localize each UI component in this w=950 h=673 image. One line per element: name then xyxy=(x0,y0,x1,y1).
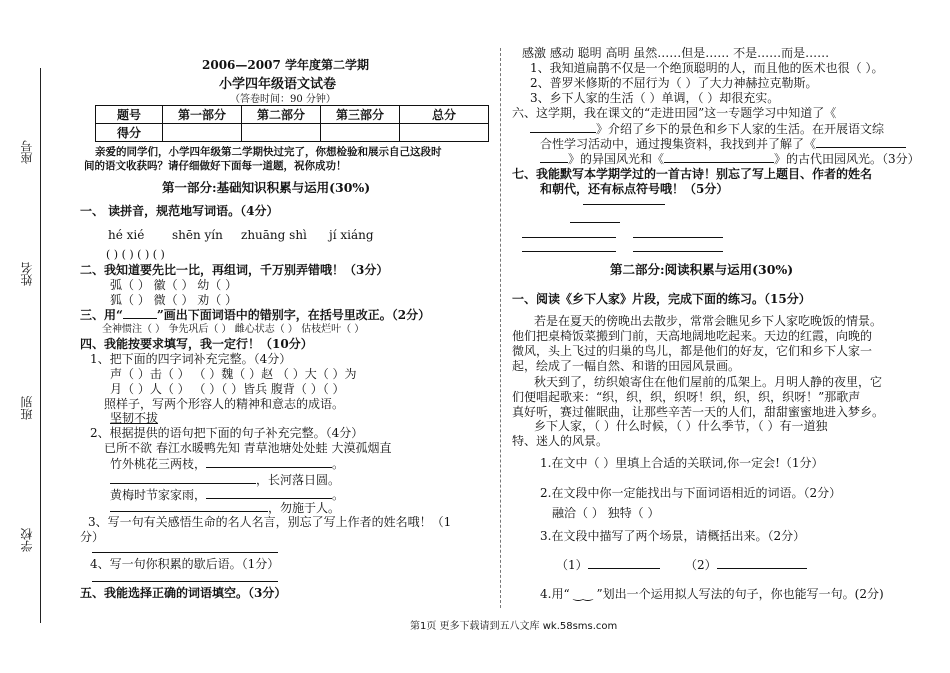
score-header-cell: 题号 xyxy=(96,106,163,124)
q3-items[interactable]: 全神惯注（ ） 争先巩后（ ） 雌心状志（ ） 估枝烂叶（ ） xyxy=(102,324,365,335)
title-year: 2006—2007 学年度第二学期 xyxy=(202,58,369,72)
binding-margin xyxy=(0,0,78,673)
passage-line[interactable]: 乡下人家，（ ）什么时候，（ ）什么季节，（ ）有一道独 xyxy=(534,419,828,433)
seat-label: 座号 xyxy=(20,140,34,164)
reading-title: 一、阅读《乡下人家》片段，完成下面的练习。（15分） xyxy=(512,292,811,306)
q6-line-c xyxy=(540,136,906,151)
passage-line: 秋天到了，纺织娘寄住在他们屋前的瓜架上。月明人静的夜里，它 xyxy=(534,375,883,389)
exercise-3-b xyxy=(685,557,807,572)
score-header-cell: 总分 xyxy=(400,106,489,124)
e3-b-label: （2） xyxy=(685,558,717,572)
q5-item-1[interactable]: 1、我知道扁鹊不仅是一个绝顶聪明的人，而且他的医术也很（ ）。 xyxy=(530,61,884,75)
q4-s2-words: 已所不欲 春江水暖鸭先知 青草池塘处处蛙 大漠孤烟直 xyxy=(104,441,392,455)
q6-d: 》的异国风光和《 xyxy=(568,152,665,166)
q6-e: 》的古代田园风光。（3分） xyxy=(774,152,920,166)
answer-blank[interactable] xyxy=(206,487,332,499)
q2-row-2[interactable]: 狐（ ） 微（ ） 劝（ ） xyxy=(110,293,238,307)
score-row-label: 得分 xyxy=(96,124,163,142)
score-cell[interactable] xyxy=(321,124,400,142)
q4-s3-blank xyxy=(92,541,278,556)
answer-blank[interactable] xyxy=(588,557,660,569)
answer-blank[interactable] xyxy=(530,121,596,133)
pinyin-2: shēn yín xyxy=(172,228,223,242)
poem-blank[interactable] xyxy=(633,237,723,238)
q4-s3-b: 分） xyxy=(80,530,105,544)
passage-line: 起，绘成了一幅自然、和谐的田园风景画。 xyxy=(512,359,741,373)
poem-blank[interactable] xyxy=(570,222,620,223)
intro-line-2: 间的语文收获吗？请仔细做好下面每一道题，祝你成功！ xyxy=(84,160,347,172)
q4-s1-row1[interactable]: 声（ ）击（ ） （ ）魏（ ）赵 （ ）大（ ）为 xyxy=(110,367,357,381)
q4-s2-line-b xyxy=(110,472,340,487)
pinyin-4: jí xiáng xyxy=(329,228,374,242)
passage-line: 们便唱起歌来：“织，织，织，织呀！织，织，织，织呀！”那歌声 xyxy=(512,390,861,404)
answer-blank[interactable] xyxy=(110,500,268,512)
q6-line-b xyxy=(530,121,884,136)
q6-line-d xyxy=(540,151,920,166)
score-header-cell: 第一部分 xyxy=(163,106,242,124)
q4-s2-d: ，勿施于人。 xyxy=(268,501,341,515)
answer-blank[interactable] xyxy=(92,570,278,582)
q3-title xyxy=(80,307,430,322)
q4-s2-b: ，长河落日圆。 xyxy=(256,473,341,487)
q6-c: 合性学习活动中，通过搜集资料，我找到并了解了《 xyxy=(540,137,817,151)
passage-line: 真好听，赛过催眠曲，让那些辛苦一天的人们，甜甜蜜蜜地进入梦乡。 xyxy=(512,405,885,419)
score-header-cell: 第三部分 xyxy=(321,106,400,124)
passage-line: 他们把桌椅饭菜搬到门前，天高地阔地吃起来。天边的红霞，向晚的 xyxy=(512,329,873,343)
q4-s4-blank xyxy=(92,570,278,585)
underline-mark xyxy=(123,307,157,319)
pinyin-1: hé xié xyxy=(108,228,145,242)
q1-title: 一、 读拼音，规范地写词语。（4分） xyxy=(80,204,279,218)
poem-blank[interactable] xyxy=(522,251,616,252)
poem-blank[interactable] xyxy=(583,204,665,205)
answer-blank[interactable] xyxy=(717,557,807,569)
passage-line: 特、迷人的风景。 xyxy=(512,434,609,448)
q2-row-1[interactable]: 弧（ ） 徽（ ） 幼（ ） xyxy=(110,278,238,292)
q4-s2-line-a xyxy=(110,456,344,471)
q4-s2-line-d xyxy=(110,500,340,515)
q3-title-a: 三、用“ xyxy=(80,308,123,322)
q4-s2-c: 黄梅时节家家雨， xyxy=(110,488,207,502)
intro-line-1: 亲爱的同学们，小学四年级第二学期快过完了，你想检验和展示自己这段时 xyxy=(95,146,442,158)
word-choices: 感激 感动 聪明 高明 虽然……但是…… 不是……而是…… xyxy=(522,46,830,60)
exercise-2-words[interactable]: 融洽（ ） 独特（ ） xyxy=(552,506,660,520)
q4-s1-row3: 照样子，写两个形容人的精神和意志的成语。 xyxy=(104,397,345,411)
exercise-3: 3.在文段中描写了两个场景，请概括出来。（2分） xyxy=(540,529,806,543)
answer-blank[interactable] xyxy=(816,136,906,148)
title-exam: 小学四年级语文试卷 xyxy=(219,77,337,92)
q7-line-a: 七、我能默写本学期学过的一首古诗！别忘了写上题目、作者的姓名 xyxy=(512,167,873,181)
q2-title: 二、我知道要先比一比，再组词，千万别弄错哦！（3分） xyxy=(80,263,389,277)
q5-item-2[interactable]: 2、普罗米修斯的不屈行为（ ）了大力神赫拉克勒斯。 xyxy=(530,76,818,90)
exercise-1: 1.在文中（ ）里填上合适的关联词,你一定会!（1分） xyxy=(540,456,824,470)
q4-s2: 2、根据提供的语句把下面的句子补充完整。（4分） xyxy=(90,426,364,440)
score-table xyxy=(95,105,489,142)
poem-blank[interactable] xyxy=(522,237,616,238)
example-idiom: 坚韧不拔 xyxy=(110,411,159,425)
answer-blank[interactable] xyxy=(92,541,278,553)
answer-blank[interactable] xyxy=(540,151,568,163)
q5-title: 五、我能选择正确的词语填空。（3分） xyxy=(80,586,287,600)
name-label: 姓名 xyxy=(20,262,34,286)
q4-s3: 3、写一句有关感悟生命的名人名言，别忘了写上作者的姓名哦！（1 xyxy=(88,515,452,529)
q3-title-b: ”画出下面词语中的错别字，在括号里改正。（2分） xyxy=(156,308,431,322)
answer-blank[interactable] xyxy=(110,472,256,484)
q4-s2-c-end: 。 xyxy=(332,488,345,502)
column-divider xyxy=(500,48,501,608)
exercise-4: 4.用“ ‿‿ ”划出一个运用拟人写法的句子，你也能写一句。(2分) xyxy=(540,587,884,601)
score-header-cell: 第二部分 xyxy=(242,106,321,124)
binding-line xyxy=(40,68,41,623)
passage-line: 微风，头上飞过的归巢的鸟儿，都是他们的好友，它们和乡下人家一 xyxy=(512,344,873,358)
e3-a-label: （1） xyxy=(556,558,588,572)
q5-item-3[interactable]: 3、乡下人家的生活（ ）单调，（ ）却很充实。 xyxy=(530,91,780,105)
q4-s4: 4、写一句你积累的歇后语。（1分） xyxy=(90,557,280,571)
score-cell[interactable] xyxy=(400,124,489,142)
q6-line-a: 六、这学期，我在课文的“走进田园”这一专题学习中知道了《 xyxy=(512,106,837,120)
class-label: 班别 xyxy=(20,396,34,420)
q4-s1: 1、把下面的四字词补充完整。（4分） xyxy=(90,352,292,366)
part2-title: 第二部分:阅读积累与运用(30%) xyxy=(610,262,794,277)
q4-title: 四、我能按要求填写，我一定行！（10分） xyxy=(80,337,313,351)
score-cell[interactable] xyxy=(242,124,321,142)
q4-s2-a-end: 。 xyxy=(332,457,345,471)
q7-line-b: 和朝代，还有标点符号哦！（5分） xyxy=(540,182,729,196)
school-label: 学校 xyxy=(20,528,34,552)
q4-s2-a: 竹外桃花三两枝， xyxy=(110,457,207,471)
q4-s1-row2[interactable]: 月（ ）人（ ） （ ）（ ）皆兵 腹背（ ）（ ） xyxy=(110,382,345,396)
poem-blank[interactable] xyxy=(633,251,723,252)
exercise-3-a xyxy=(556,557,660,572)
pinyin-3: zhuāng shì xyxy=(241,228,307,242)
exercise-2: 2.在文段中你一定能找出与下面词语相近的词语。（2分） xyxy=(540,486,842,500)
passage-line: 若是在夏天的傍晚出去散步，常常会瞧见乡下人家吃晚饭的情景。 xyxy=(534,314,883,328)
q6-b: 》介绍了乡下的景色和乡下人家的生活。在开展语文综 xyxy=(596,122,885,136)
part1-title: 第一部分:基础知识积累与运用(30%) xyxy=(162,180,371,195)
answer-blank[interactable] xyxy=(664,151,774,163)
pinyin-answer-brackets[interactable]: ( ) ( ) ( ) ( ) xyxy=(106,248,165,261)
exam-time: （答卷时间：90 分钟） xyxy=(230,94,336,105)
page-footer: 第1页 更多下载请到五八文库 wk.58sms.com xyxy=(410,621,618,632)
answer-blank[interactable] xyxy=(206,456,332,468)
score-cell[interactable] xyxy=(163,124,242,142)
